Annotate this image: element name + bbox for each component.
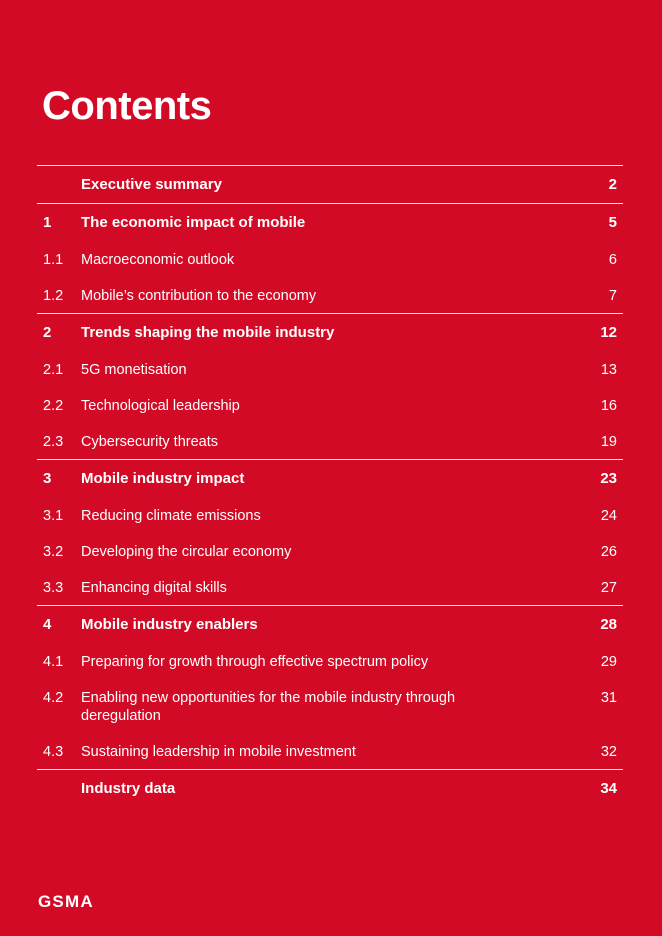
toc-number: 3	[43, 470, 52, 487]
toc-title: Developing the circular economy	[81, 544, 292, 560]
toc-title: Technological leadership	[81, 398, 240, 414]
toc-entry[interactable]	[37, 241, 623, 277]
toc-page-number: 5	[608, 214, 617, 231]
toc-number: 3.2	[43, 544, 64, 560]
toc-entry[interactable]	[37, 769, 623, 807]
toc-number: 2.3	[43, 434, 64, 450]
toc-number: 1.1	[43, 252, 64, 268]
toc-page-number: 13	[600, 362, 617, 378]
page-title: Contents	[42, 84, 212, 128]
toc-title: 5G monetisation	[81, 362, 187, 378]
toc-entry[interactable]	[37, 497, 623, 533]
toc-title: Macroeconomic outlook	[81, 252, 235, 268]
toc-page-number: 26	[600, 544, 617, 560]
toc-entry[interactable]	[37, 166, 623, 204]
toc-number: 2.2	[43, 398, 64, 414]
toc-number: 1.2	[43, 288, 64, 304]
toc-page-number: 27	[600, 580, 617, 596]
toc-number: 1	[43, 214, 52, 231]
gsma-logo: GSMA	[38, 892, 94, 911]
toc-title: Sustaining leadership in mobile investment	[81, 744, 356, 760]
toc-page-number: 31	[600, 690, 617, 706]
toc-page-number: 28	[600, 616, 617, 633]
toc-entry[interactable]	[37, 605, 623, 643]
toc-page-number: 16	[600, 398, 617, 414]
toc-entry[interactable]	[37, 387, 623, 423]
toc-page-number: 12	[600, 324, 617, 341]
toc-title: Trends shaping the mobile industry	[81, 324, 335, 341]
toc-entry[interactable]	[37, 351, 623, 387]
toc-entry[interactable]	[37, 204, 623, 241]
toc-page-number: 23	[600, 470, 617, 487]
toc-title: Mobile’s contribution to the economy	[81, 288, 317, 304]
toc-entry[interactable]	[37, 277, 623, 313]
toc-page-number: 2	[608, 176, 617, 193]
toc-title: Preparing for growth through effective spectrum policy	[81, 654, 429, 670]
toc-number: 4.2	[43, 690, 64, 706]
toc-title: Industry data	[81, 780, 176, 797]
toc-number: 4.3	[43, 744, 64, 760]
toc-title: Cybersecurity threats	[81, 434, 218, 450]
toc-number: 4.1	[43, 654, 64, 670]
toc-page-number: 34	[600, 780, 617, 797]
toc-number: 3.1	[43, 508, 64, 524]
toc-number: 3.3	[43, 580, 64, 596]
toc-page-number: 32	[600, 744, 617, 760]
toc-entry[interactable]	[37, 643, 623, 679]
toc-entry[interactable]	[37, 459, 623, 497]
toc-entry[interactable]	[37, 733, 623, 769]
toc-title: Mobile industry impact	[81, 470, 245, 487]
toc-number: 2.1	[43, 362, 64, 378]
toc-entry[interactable]	[37, 569, 623, 605]
table-of-contents	[37, 165, 623, 807]
toc-number: 4	[43, 616, 52, 633]
toc-entry[interactable]	[37, 533, 623, 569]
toc-page-number: 19	[600, 434, 617, 450]
toc-title: Executive summary	[81, 176, 222, 193]
toc-title: Reducing climate emissions	[81, 508, 261, 524]
toc-title: Mobile industry enablers	[81, 616, 258, 633]
toc-title: Enabling new opportunities for the mobile industry through deregulation	[81, 690, 456, 724]
toc-page-number: 24	[600, 508, 617, 524]
toc-page-number: 29	[600, 654, 617, 670]
toc-entry[interactable]	[37, 423, 623, 459]
toc-title: The economic impact of mobile	[81, 214, 306, 231]
toc-page-number: 6	[608, 252, 617, 268]
toc-page-number: 7	[608, 288, 617, 304]
toc-entry[interactable]	[37, 679, 623, 733]
toc-title: Enhancing digital skills	[81, 580, 227, 596]
toc-entry[interactable]	[37, 313, 623, 351]
toc-number: 2	[43, 324, 52, 341]
